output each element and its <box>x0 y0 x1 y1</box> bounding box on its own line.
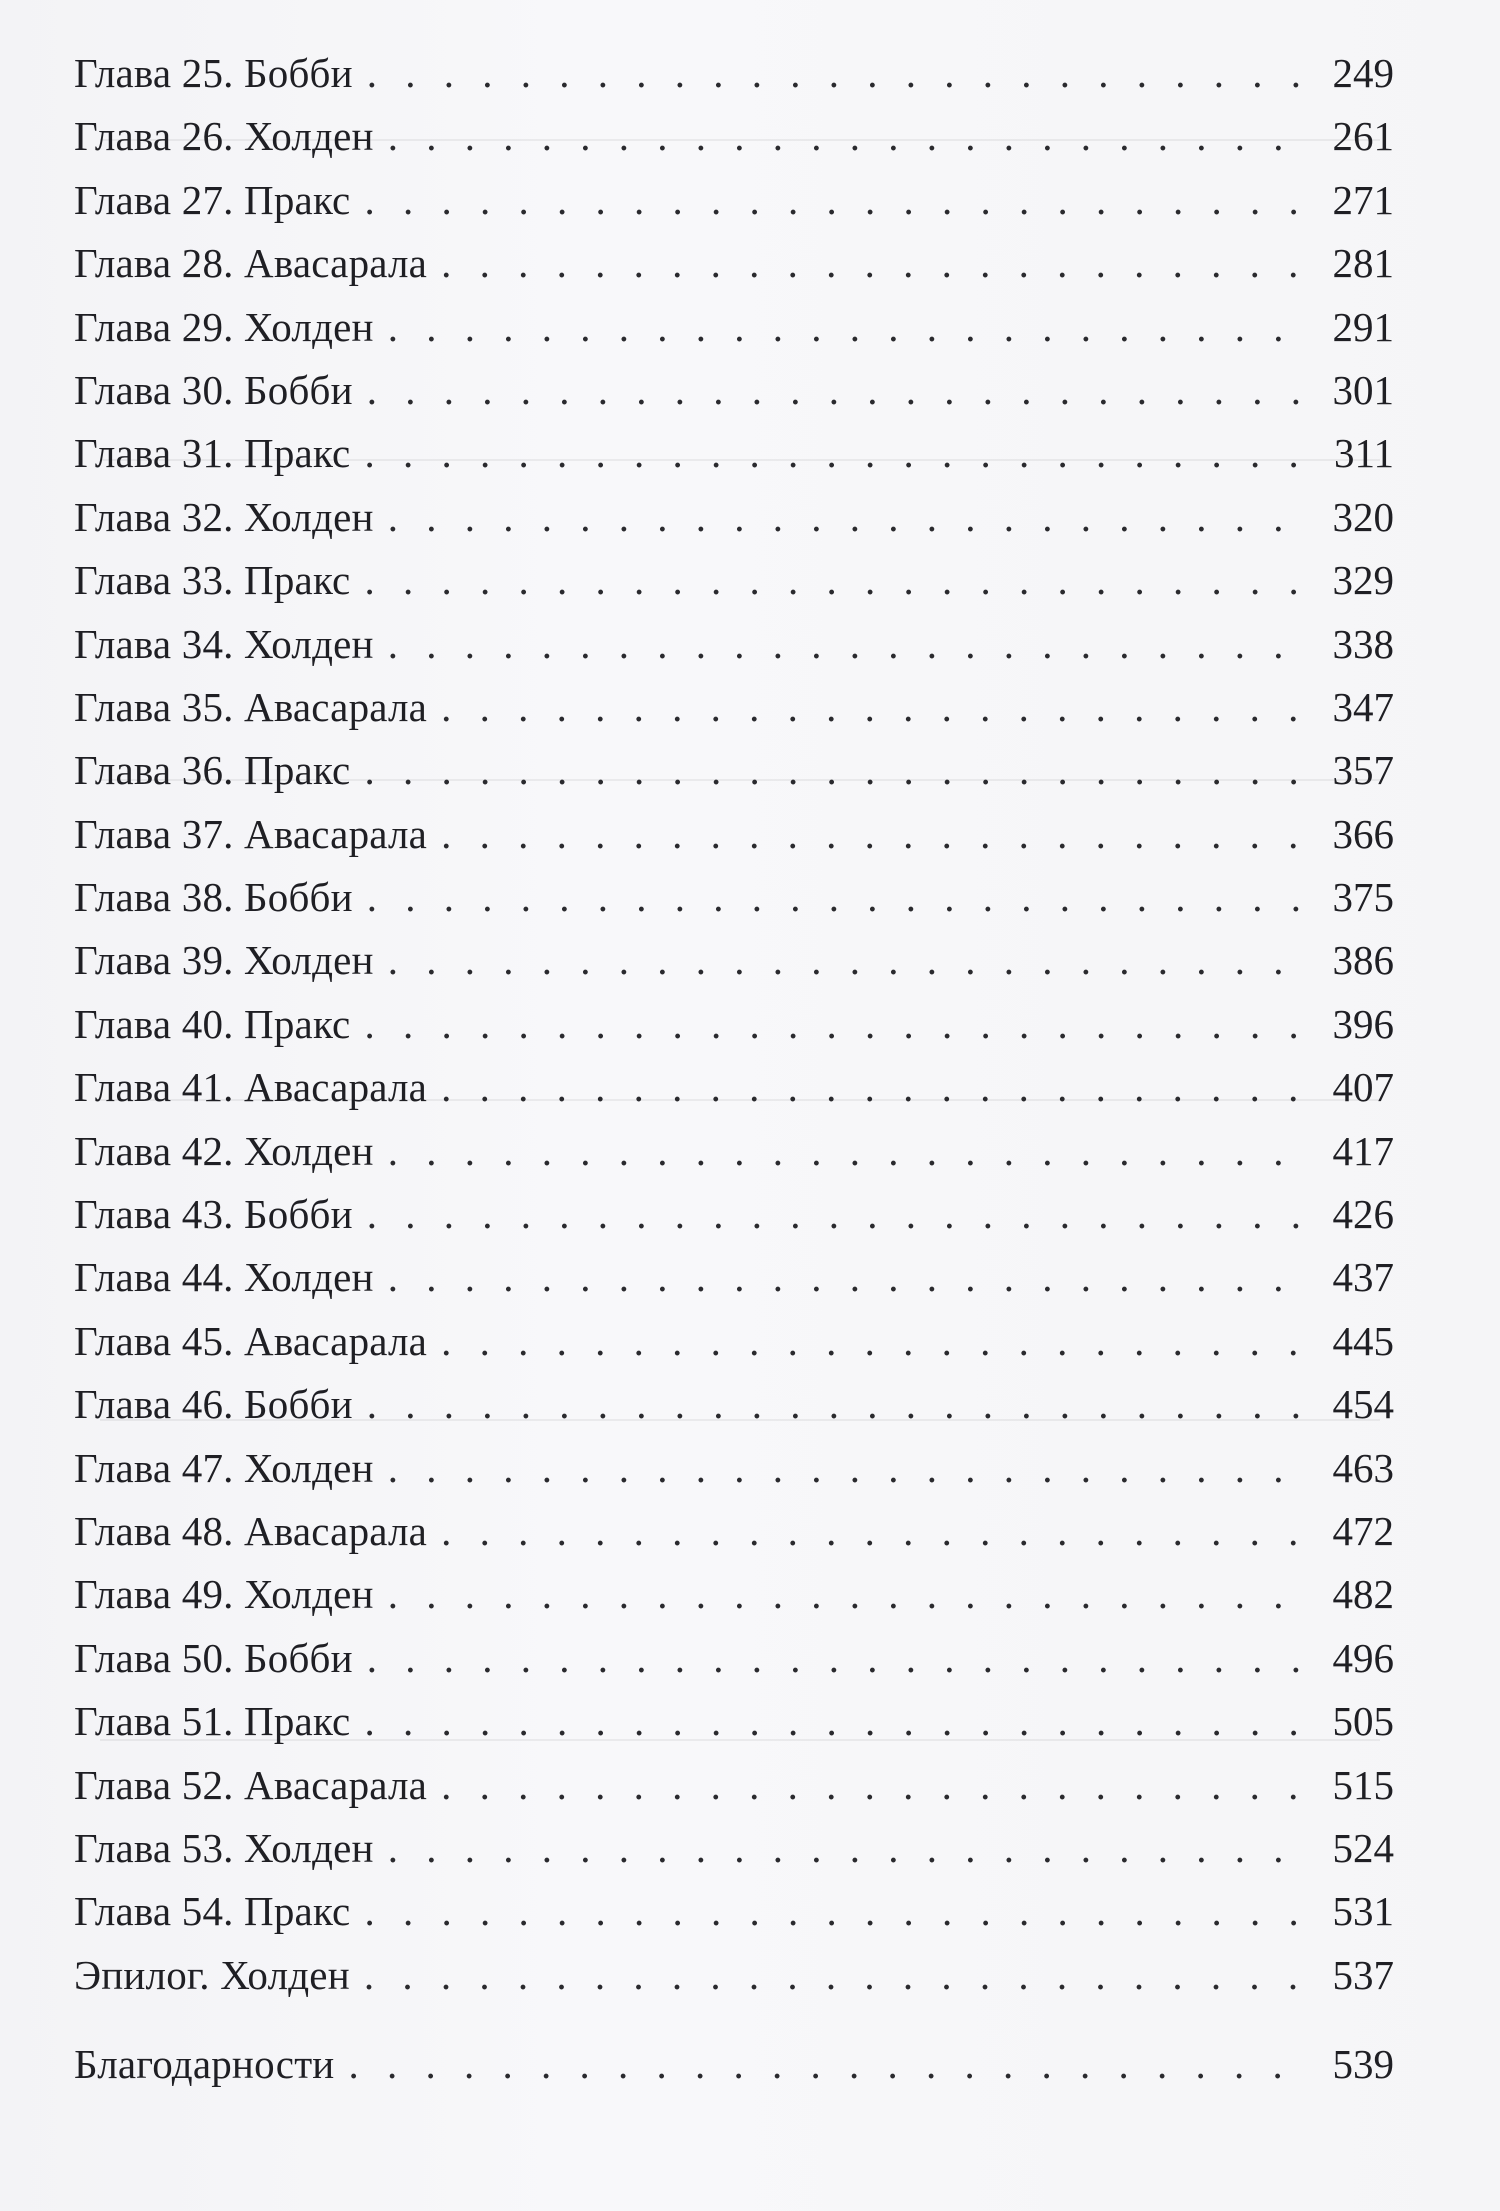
toc-entry[interactable] <box>74 422 1394 485</box>
toc-page-number: 515 <box>1332 1761 1394 1808</box>
dot-leader <box>367 359 1300 422</box>
toc-page-number: 366 <box>1332 810 1394 857</box>
toc-page-number: 329 <box>1332 557 1394 604</box>
toc-entry[interactable] <box>74 296 1394 359</box>
dot-leader <box>364 739 1300 802</box>
dot-leader <box>441 1500 1300 1563</box>
dot-leader <box>388 1563 1300 1626</box>
toc-entry-title: Глава 50. Бобби <box>74 1634 353 1681</box>
toc-entry[interactable] <box>74 105 1394 168</box>
toc-entry[interactable] <box>74 993 1394 1056</box>
toc-page-number: 437 <box>1332 1254 1394 1301</box>
toc-page-number: 347 <box>1332 683 1394 730</box>
dot-leader <box>367 866 1300 929</box>
toc-entry-title: Глава 32. Холден <box>74 493 374 540</box>
toc-entry[interactable] <box>74 1690 1394 1753</box>
toc-page-number: 482 <box>1332 1571 1394 1618</box>
toc-page-number: 357 <box>1332 747 1394 794</box>
toc-page-number: 454 <box>1332 1381 1394 1428</box>
toc-entry-title: Глава 43. Бобби <box>74 1191 353 1238</box>
toc-entry[interactable] <box>74 613 1394 676</box>
toc-page-number: 375 <box>1332 874 1394 921</box>
toc-entry[interactable] <box>74 1056 1394 1119</box>
toc-entry[interactable] <box>74 1310 1394 1373</box>
toc-page-number: 396 <box>1332 1000 1394 1047</box>
dot-leader <box>441 232 1300 295</box>
dot-leader <box>388 486 1300 549</box>
toc-entry[interactable] <box>74 486 1394 549</box>
dot-leader <box>364 422 1300 485</box>
dot-leader <box>364 169 1300 232</box>
dot-leader <box>388 613 1300 676</box>
toc-entry-title: Глава 51. Пракс <box>74 1698 351 1745</box>
toc-entry-title: Эпилог. Холден <box>74 1951 350 1998</box>
toc-page-number: 320 <box>1332 493 1394 540</box>
toc-entry[interactable] <box>74 1120 1394 1183</box>
toc-entry-title: Благодарности <box>74 2041 335 2088</box>
toc-entry[interactable] <box>74 359 1394 422</box>
toc-page-number: 472 <box>1332 1507 1394 1554</box>
toc-entry-title: Глава 34. Холден <box>74 620 374 667</box>
toc-entry[interactable] <box>74 676 1394 739</box>
toc-page-number: 311 <box>1334 430 1394 477</box>
dot-leader <box>388 1120 1300 1183</box>
toc-page-number: 539 <box>1332 2041 1394 2088</box>
toc-entry-title: Глава 49. Холден <box>74 1571 374 1618</box>
toc-page-number: 417 <box>1332 1127 1394 1174</box>
toc-entry-title: Глава 44. Холден <box>74 1254 374 1301</box>
dot-leader <box>367 1183 1300 1246</box>
toc-page-number: 338 <box>1332 620 1394 667</box>
toc-page-number: 386 <box>1332 937 1394 984</box>
dot-leader <box>367 1373 1300 1436</box>
toc-entry-title: Глава 54. Пракс <box>74 1888 351 1935</box>
toc-page-number: 445 <box>1332 1317 1394 1364</box>
toc-page-number: 291 <box>1332 303 1394 350</box>
toc-entry[interactable] <box>74 1754 1394 1817</box>
toc-entry[interactable] <box>74 1500 1394 1563</box>
toc-page-number: 524 <box>1332 1824 1394 1871</box>
toc-entry-title: Глава 48. Авасарала <box>74 1507 428 1554</box>
toc-entry-acknowledgements[interactable] <box>74 2033 1394 2096</box>
dot-leader <box>441 1310 1300 1373</box>
toc-entry[interactable] <box>74 929 1394 992</box>
toc-entry[interactable] <box>74 803 1394 866</box>
toc-entry-title: Глава 36. Пракс <box>74 747 351 794</box>
toc-entry-title: Глава 28. Авасарала <box>74 240 428 287</box>
toc-entry-title: Глава 26. Холден <box>74 113 374 160</box>
dot-leader <box>388 296 1300 359</box>
toc-page-number: 249 <box>1332 50 1394 96</box>
toc-page-number: 505 <box>1332 1698 1394 1745</box>
dot-leader <box>441 1056 1300 1119</box>
toc-entry-title: Глава 29. Холден <box>74 303 374 350</box>
toc-page-number: 537 <box>1332 1951 1394 1998</box>
toc-entry-title: Глава 46. Бобби <box>74 1381 353 1428</box>
toc-page-number: 496 <box>1332 1634 1394 1681</box>
toc-entry-title: Глава 38. Бобби <box>74 874 353 921</box>
dot-leader <box>367 1627 1300 1690</box>
toc-entry[interactable] <box>74 169 1394 232</box>
table-of-contents <box>74 42 1394 2097</box>
toc-entry[interactable] <box>74 549 1394 612</box>
dot-leader <box>367 42 1300 105</box>
toc-page-number: 531 <box>1332 1888 1394 1935</box>
toc-entry[interactable] <box>74 1437 1394 1500</box>
dot-leader <box>364 1944 1300 2007</box>
dot-leader <box>364 549 1300 612</box>
dot-leader <box>388 1817 1300 1880</box>
dot-leader <box>441 676 1300 739</box>
toc-entry-title: Глава 40. Пракс <box>74 1000 351 1047</box>
toc-entry[interactable] <box>74 866 1394 929</box>
toc-page-number: 426 <box>1332 1191 1394 1238</box>
dot-leader <box>348 2033 1300 2096</box>
toc-entry-title: Глава 53. Холден <box>74 1824 374 1871</box>
toc-entry-epilogue[interactable] <box>74 1944 1394 2007</box>
dot-leader <box>388 105 1300 168</box>
toc-entry[interactable] <box>74 1183 1394 1246</box>
toc-entry-title: Глава 41. Авасарала <box>74 1064 428 1111</box>
toc-entry[interactable] <box>74 739 1394 802</box>
toc-entry-title: Глава 31. Пракс <box>74 430 351 477</box>
toc-entry-title: Глава 27. Пракс <box>74 176 351 223</box>
toc-entry[interactable] <box>74 1817 1394 1880</box>
toc-entry-title: Глава 52. Авасарала <box>74 1761 428 1808</box>
toc-entry-title: Глава 30. Бобби <box>74 366 353 413</box>
toc-entry[interactable] <box>74 1627 1394 1690</box>
toc-page-number: 301 <box>1332 366 1394 413</box>
toc-page-number: 261 <box>1332 113 1394 160</box>
toc-entry-title: Глава 42. Холден <box>74 1127 374 1174</box>
toc-entry[interactable] <box>74 42 1394 105</box>
dot-leader <box>364 993 1300 1056</box>
toc-entry-title: Глава 37. Авасарала <box>74 810 428 857</box>
dot-leader <box>388 1246 1300 1309</box>
toc-entry-title: Глава 47. Холден <box>74 1444 374 1491</box>
dot-leader <box>364 1880 1300 1943</box>
dot-leader <box>364 1690 1300 1753</box>
dot-leader <box>441 1754 1300 1817</box>
toc-page-number: 463 <box>1332 1444 1394 1491</box>
toc-entry-title: Глава 33. Пракс <box>74 557 351 604</box>
toc-page-number: 271 <box>1332 176 1394 223</box>
toc-page-number: 407 <box>1332 1064 1394 1111</box>
dot-leader <box>388 929 1300 992</box>
dot-leader <box>388 1437 1300 1500</box>
toc-entry-title: Глава 25. Бобби <box>74 50 353 96</box>
toc-page-number: 281 <box>1332 240 1394 287</box>
toc-entry[interactable] <box>74 1563 1394 1626</box>
toc-entry-title: Глава 39. Холден <box>74 937 374 984</box>
dot-leader <box>441 803 1300 866</box>
toc-entry-title: Глава 35. Авасарала <box>74 683 428 730</box>
toc-entry[interactable] <box>74 232 1394 295</box>
toc-entry[interactable] <box>74 1373 1394 1436</box>
toc-entry[interactable] <box>74 1246 1394 1309</box>
toc-entry-title: Глава 45. Авасарала <box>74 1317 428 1364</box>
toc-entry[interactable] <box>74 1880 1394 1943</box>
